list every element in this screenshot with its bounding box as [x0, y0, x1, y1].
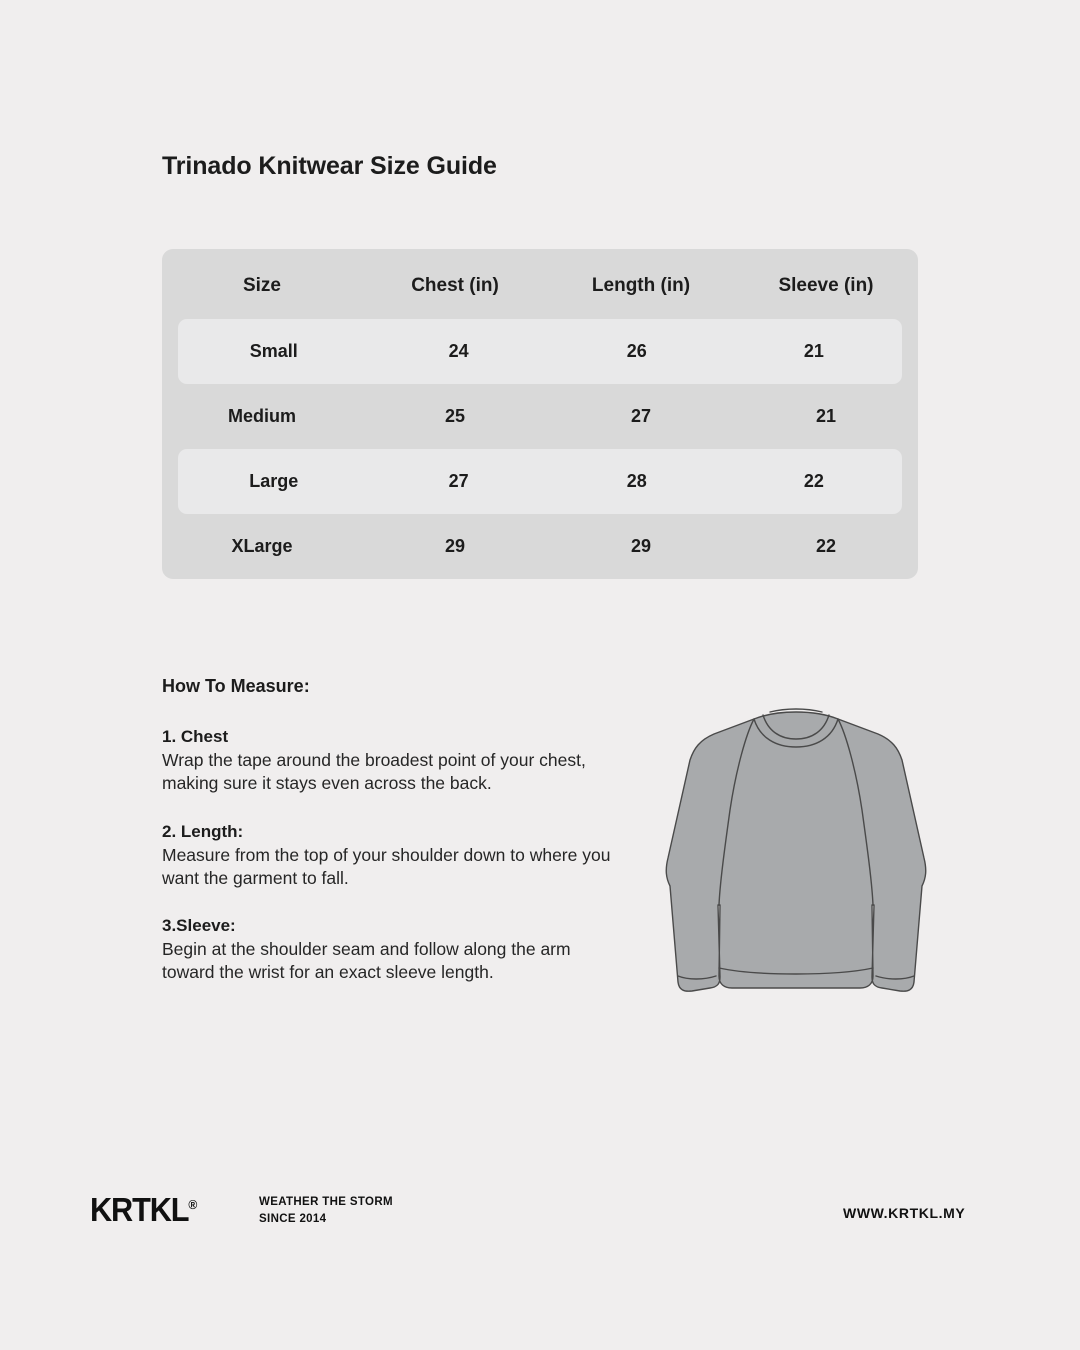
cell-length: 27	[630, 406, 652, 426]
cell-chest: 24	[448, 341, 469, 361]
measure-item-title: 1. Chest	[162, 727, 229, 746]
page-title: Trinado Knitwear Size Guide	[162, 152, 497, 180]
website-url: WWW.KRTKL.MY	[843, 1205, 966, 1221]
cell-sleeve: 21	[815, 406, 837, 426]
cell-chest: 27	[448, 471, 469, 491]
measure-item-body: Wrap the tape around the broadest point of your chest, making sure it stays even across the back.	[162, 750, 586, 794]
size-chart-table	[162, 249, 918, 579]
tagline-line-1: WEATHER THE STORM	[259, 1196, 393, 1208]
cell-size: Large	[249, 471, 299, 491]
cell-size: Medium	[227, 406, 296, 426]
how-to-measure-section	[162, 676, 622, 985]
measure-item-sleeve	[162, 916, 622, 985]
cell-length: 29	[630, 536, 652, 556]
cell-length: 28	[626, 471, 647, 491]
measure-item-title: 2. Length:	[162, 821, 244, 841]
cell-sleeve: 21	[803, 341, 824, 361]
cell-chest: 29	[444, 536, 466, 556]
measure-item-body: Measure from the top of your shoulder down to where you want the garment to fall.	[162, 844, 611, 888]
cell-size: XLarge	[231, 536, 293, 556]
table-row	[178, 449, 902, 514]
how-to-measure-heading: How To Measure:	[162, 676, 310, 696]
table-header-row	[162, 249, 918, 319]
table-row	[178, 319, 902, 384]
table-row	[162, 514, 918, 579]
column-header-sleeve: Sleeve (in)	[778, 275, 874, 296]
crewneck-sweatshirt-icon	[646, 700, 946, 1000]
measure-item-title: 3.Sleeve:	[162, 916, 236, 936]
tagline-line-2: SINCE 2014	[259, 1212, 327, 1225]
cell-length: 26	[626, 341, 647, 361]
table-row	[162, 384, 918, 449]
brand-logo-text: KRTKL	[90, 1191, 189, 1228]
column-header-size: Size	[242, 275, 282, 296]
cell-size: Small	[249, 341, 298, 361]
cell-sleeve: 22	[803, 471, 824, 491]
column-header-chest: Chest (in)	[411, 275, 499, 296]
sweatshirt-illustration	[646, 700, 946, 1000]
registered-trademark-icon: ®	[188, 1197, 198, 1212]
measure-item-body: Begin at the shoulder seam and follow along the arm toward the wrist for an exact sleeve length.	[162, 939, 571, 983]
cell-chest: 25	[444, 406, 466, 426]
measure-item-chest	[162, 727, 622, 796]
brand-logo	[90, 1191, 197, 1229]
brand-tagline	[259, 1194, 393, 1227]
cell-sleeve: 22	[815, 536, 837, 556]
measure-item-length	[162, 822, 622, 891]
column-header-length: Length (in)	[591, 275, 691, 296]
